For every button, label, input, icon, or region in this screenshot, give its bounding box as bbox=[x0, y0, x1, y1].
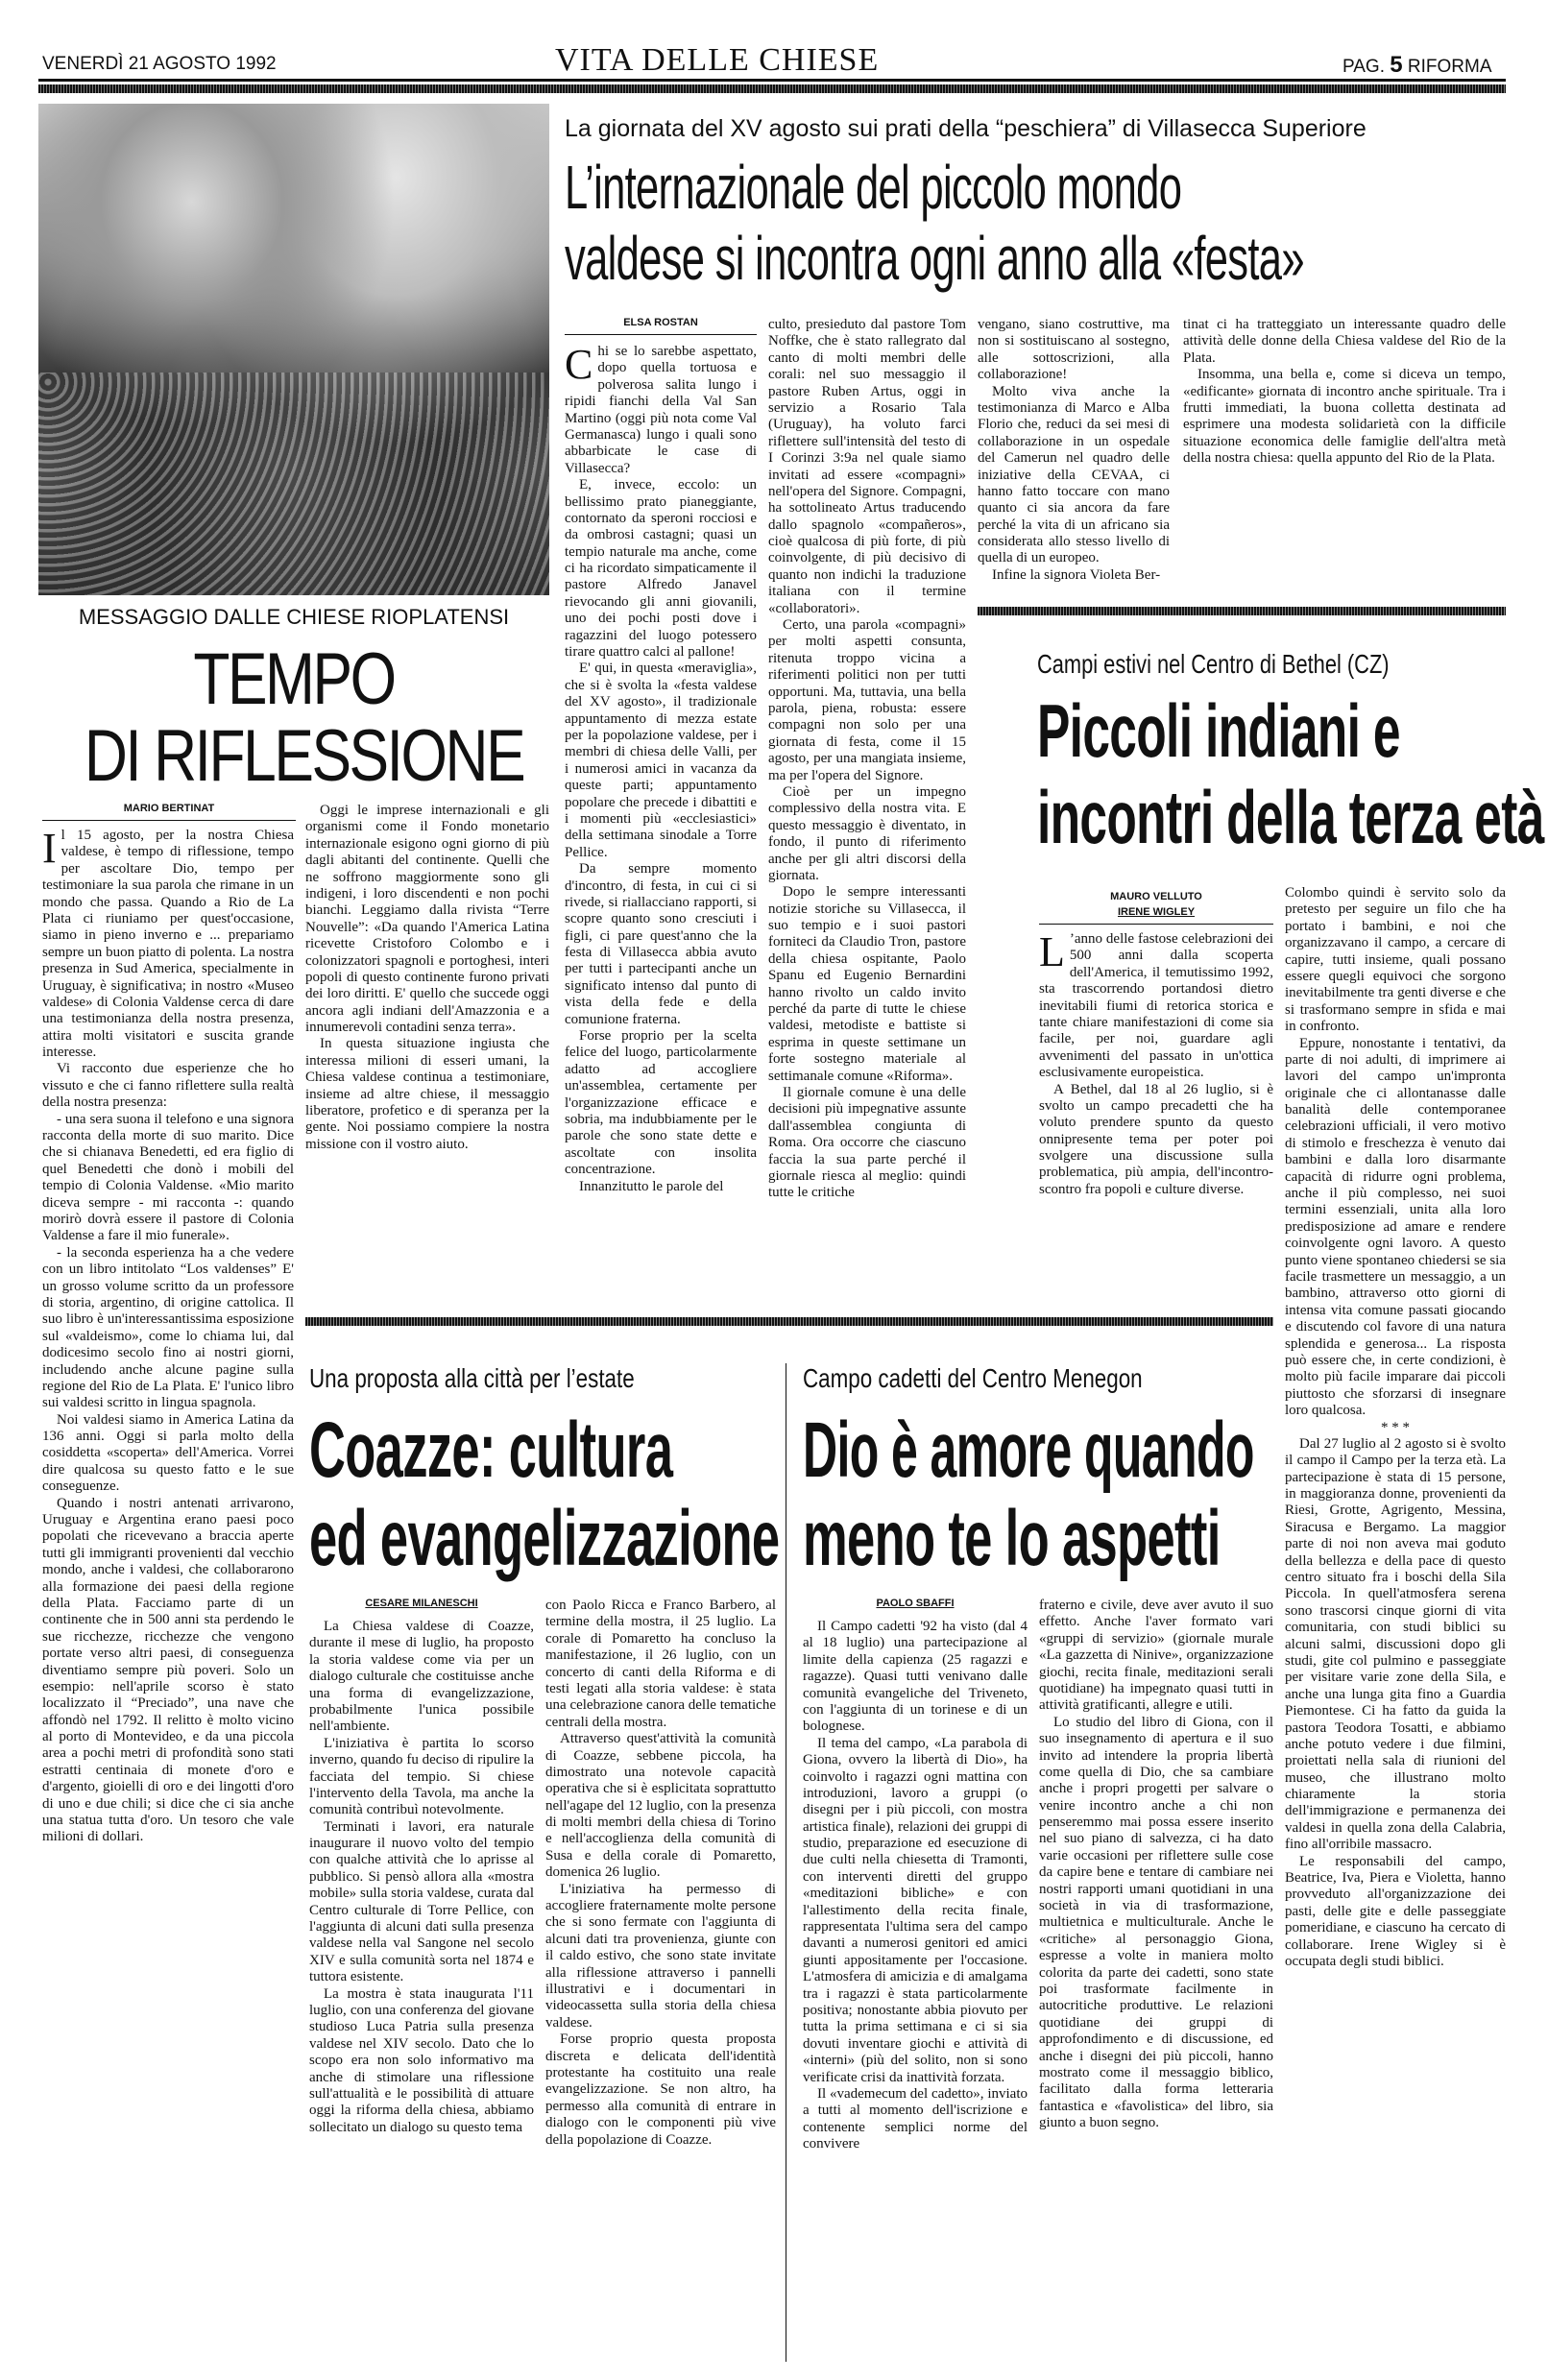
page-number: 5 bbox=[1390, 52, 1403, 78]
coazze-article-col2: con Paolo Ricca e Franco Barbero, al termine della mostra, il 25 luglio. La corale di Pomaretto ha concluso la manifestazione, il 26 luglio, con un concerto di canti della Riforma e di testi legati alla storia valdese: è stata una celebrazione canora delle tematiche centrali della mostra. Attraverso quest'attività la comunità di Coazze, sebbene piccola, ha dimostrato una notevole capacità operativa che si è esplicitata soprattutto nell'agape del 12 luglio, con la presenza di molti membri della chiesa di Torino e nell'accoglienza della comunità di Susa e della corale di Pomaretto, domenica 26 luglio. L'iniziativa ha permesso di accogliere fraternamente molte persone che si sono fermate con l'aggiunta di alcuni dati tra provenienza, giunte con il caldo estivo, che sono state invitate alla riflessione attraverso i pannelli illustrativi e i documentari in videocassetta sulla storia della chiesa valdese. Forse proprio questa proposta discreta e delicata dell'identità protestante ha costituito una reale evangelizzazione. Se non altro, ha permesso alla comunità di entrare in dialogo con le componenti più vive della popolazione di Coazze. bbox=[545, 1598, 776, 2148]
top-article-col2: culto, presieduto dal pastore Tom Noffke, che è stato rallegrato dal canto di molti membri delle corali: nel suo messaggio il pastore Ruben Artus, oggi in servizio a Rosario Tala (Uruguay), ha voluto farci riflettere sull'intensità del testo di I Corinzi 3:9a nel quale siamo invitati ad essere «compagni» nell'opera del Signore. Compagni, ha sottolineato Artus traducendo dallo spagnolo «compañeros», cioè qualcosa di più forte, di più coinvolgente, di più decisivo di quanto non indichi la traduzione italiana con il termine «collaboratori». Certo, una parola «compagni» per molti aspetti consunta, ritenuta troppo vicina a riferimenti politici non per tutti opportuni. Ma, tuttavia, una bella parola, piena, robusta: essere compagni non solo per una giornata di festa, come il 15 agosto, per una mangiata insieme, ma per l'opera del Signore. Cioè per un impegno complessivo della nostra vita. E questo messaggio è diventato, in fondo, il punto di riferimento anche per gli altri discorsi della giornata. Dopo le sempre interessanti notizie storiche su Villasecca, il suo tempio e i suoi pastori forniteci da Claudio Tron, pastore della chiesa ospitante, Paolo Spanu ed Eugenio Bernardini hanno rivolto un caldo invito perché da parte di tutte le chiese valdesi, metodiste e battiste si esprima in queste settimane un forte sostegno materiale al settimanale comune «Riforma». Il giornale comune è una delle decisioni più impegnative assunte dall'assemblea congiunta di Roma. Ora occorre che ciascuno faccia la sua parte perché il giornale riesca al meglio: quindi tutte le critiche bbox=[768, 317, 966, 1201]
paper-name: RIFORMA bbox=[1407, 57, 1492, 77]
top-article-col3: vengano, siano costruttive, ma non si sostituiscano al sostegno, alle sottoscrizioni, alla collaborazione! Molto viva anche la testimonianza di Marco e Alba Florio che, reduci da sei mesi di collaborazione in un ospedale del Camerun nel quadro delle iniziative della CEVAA, ci hanno fatto toccare con mano quanto ci sia ancora da fare perché la vita di un africano sia considerata allo stesso livello di quella di un europeo. Infine la signora Violeta Ber- bbox=[978, 317, 1170, 583]
left-article-col2: Oggi le imprese internazionali e gli organismi come il Fondo monetario internazionale esigono ogni giorno di più dagli abitanti del continente. Quelli che ne soffrono maggiormente sono gli indigeni, i loro discendenti e non pochi bianchi. Leggiamo dalla rivista “Terre Nouvelle”: «Da quando l'America Latina ricevette Cristoforo Colombo e i colonizzatori spagnoli e portoghesi, interi popoli di questo continente furono privati dei loro diritti. E' quello che succede oggi ancora agli indiani dell'Amazzonia e a innumerevoli contadini senza terra». In questa situazione ingiusta che interessa milioni di esseri umani, la Chiesa valdese continua a testimoniare, insieme ad altre chiese, il messaggio liberatore, profetico e di speranza per la gente. Noi possiamo compiere la nostra missione con il vostro aiuto. bbox=[305, 803, 549, 1152]
bethel-article-col2: Colombo quindi è servito solo da pretesto per seguire un filo che ha portato i bambini, e noi che organizzavano il campo, a cercare di capire, tutti insieme, quali possano essere quegli equivoci che sorgono inevitabilmente tra genti diverse e che si trasformano sempre in sfida e mai in confronto. Eppure, nonostante i tentativi, da parte di noi adulti, di imprimere ai lavori del campo un'impronta originale che ci allontanasse dalle banalità delle contemporanee celebrazioni ufficiali, il vero motivo di stimolo e freschezza è venuto dai bambini e dalla loro disarmante capacità di ridurre ogni problema, anche il più complesso, nei suoi termini essenziali, unita alla loro predisposizione ad amare e rendere coinvolgente ogni lavoro. A questo punto viene spontaneo chiedersi se sia facile trasmettere un messaggio, a un bambino, attraverso otto giorni di intensa vita comune passati giocando e discutendo col favore di una natura splendida e generosa... La risposta può essere che, in certe condizioni, è molto più facile imparare dai piccoli piuttosto che sforzarsi di insegnare loro qualcosa. * * * Dal 27 luglio al 2 agosto si è svolto il campo il Campo per la terza età. La partecipazione è stata di 15 persone, in maggioranza donne, provenienti da Riesi, Grotte, Agrigento, Messina, Siracusa e Bergamo. La maggior parte di noi non aveva mai goduto della bellezza e della pace di questo centro situato fra i boschi della Sila Piccola. In quell'atmosfera serena sono trascorsi cinque giorni di vita comunitaria, con studi biblici su alcuni salmi, discussioni dopo gli studi, gite col pulmino e passeggiate per visitare varie zone della Sila, e anche una lunga gita fino a Guardia Piemontese. Ci ha fatto da guida la pastora Teodora Tosatti, e abbiamo anche potuto vedere i due filmini, proiettati nella sala di riunioni del museo, che illustrano molto chiaramente la storia dell'immigrazione e permanenza dei valdesi in quella zona della Calabria, fino all'orribile massacro. Le responsabili del campo, Beatrice, Iva, Piera e Violetta, hanno provveduto all'organizzazione dei pasti, delle gite e delle passeggiate pomeridiane, e ciascuno ha cercato di collaborare. Irene Wigley si è occupata degli studi biblici. bbox=[1285, 885, 1506, 1969]
menegon-article-title-2: meno te lo aspetti bbox=[803, 1495, 1221, 1582]
left-article-kicker: MESSAGGIO DALLE CHIESE RIOPLATENSI bbox=[78, 605, 510, 629]
section-separator: * * * bbox=[1381, 1419, 1410, 1435]
section-title: VITA DELLE CHIESE bbox=[549, 42, 884, 79]
header-rule bbox=[38, 79, 1506, 82]
bethel-article-col1: L ’anno delle fastose celebrazioni dei 500 anni dalla scoperta dell'America, il temutissimo 1992, sta trascorrendo portandosi dietro inevitabili fiumi di retorica storica e tante chiare manifestazioni di come sia facile, per noi, guardare agli avvenimenti del passato in un'ottica esclusivamente europeistica. A Bethel, dal 18 al 26 luglio, si è svolto un campo precadetti che ha voluto prendere spunto da questo onnipresente tema per poter poi svolgere una discussione sulla problematica, più ampia, dell'incontro-scontro fra popoli e culture diverse. bbox=[1039, 931, 1273, 1197]
menegon-article-col1: Il Campo cadetti '92 ha visto (dal 4 al 18 luglio) una partecipazione al limite della capienza (25 ragazzi e ragazze). Quasi tutti venivano dalle comunità evangeliche del Triveneto, con l'aggiunta di un torinese e di un bolognese. Il tema del campo, «La parabola di Giona, ovvero la libertà di Dio», ha coinvolto i ragazzi ogni mattina con introduzioni, lavoro a gruppi (o disegni per i più piccoli, con mostra artistica finale), relazioni dei gruppi di studio, preparazione ed esecuzione di due culti nella chiesetta di Tramonti, con interventi diretti del gruppo «meditazioni bibliche» e con l'allestimento della recita finale, rappresentata l'ultima sera del campo davanti a numerosi genitori ed amici giunti appositamente per l'occasione. L'atmosfera di amicizia e di amalgama tra i ragazzi è stata particolarmente positiva; nonostante abbia piovuto per tutta la prima settimana e ci si sia dovuti inventare giochi e attività di «interni» (più del solito, non si sono verificate crisi da inattività forzata. Il «vademecum del cadetto», inviato a tutti al momento dell'iscrizione e contenente semplici norme del convivere bbox=[803, 1619, 1028, 2152]
bethel-article-byline-2: IRENE WIGLEY bbox=[1117, 906, 1196, 918]
bethel-article-kicker: Campi estivi nel Centro di Bethel (CZ) bbox=[1037, 649, 1390, 679]
menegon-article-byline: PAOLO SBAFFI bbox=[876, 1598, 955, 1609]
festa-crowd-photo bbox=[38, 104, 549, 595]
page-label: PAG. bbox=[1342, 57, 1385, 77]
bethel-article-title-1: Piccoli indiani e bbox=[1037, 688, 1400, 773]
header-rule-thick bbox=[38, 84, 1506, 93]
drop-cap: C bbox=[565, 344, 593, 388]
top-article-col1: Chi se lo sarebbe aspettato, dopo quella tortuosa e polverosa salita lungo i ripidi fianchi della Val San Martino (oggi più nota come Val Germanasca) lungo i quali sono abbarbicate le case di Villasecca? E, invece, eccolo: un bellissimo prato pianeggiante, contornato da speroni rocciosi e da ombrosi castagni; quasi un tempio naturale ma anche, come ci ha ricordato simpaticamente il pastore Alfredo Janavel rievocando gli anni giovanili, uno dei pochi posti dove i ragazzini del luogo potessero tirare quattro calci al pallone! E' qui, in questa «meraviglia», che si è svolta la «festa valdese del XV agosto», il tradizionale appuntamento di mezza estate per la popolazione valdese, per i membri di chiesa delle Valli, per i numerosi amici in vacanza da queste parti; appuntamento popolare che precede i dibattiti e i momenti più «ecclesiastici» della settimana sinodale a Torre Pellice. Da sempre momento d'incontro, di festa, in cui ci si rivede, si riallacciano rapporti, si scopre quanto sono cresciuti i figli, ci pare quest'anno che la festa di Villasecca abbia avuto per tutti i partecipanti anche un significato intenso dal punto di vista della fede e della comunione fraterna. Forse proprio per la scelta felice del luogo, particolarmente adatto ad accogliere un'assemblea, certamente per l'organizzazione efficace e sobria, ma indubbiamente per le parole che sono state dette e ascoltate con insolita concentrazione. Innanzitutto le parole del bbox=[565, 344, 757, 1194]
header-date: VENERDÌ 21 AGOSTO 1992 bbox=[42, 54, 277, 74]
menegon-article-title-1: Dio è amore quando bbox=[803, 1406, 1254, 1494]
top-article-title-1: L’internazionale del piccolo mondo bbox=[565, 153, 1182, 222]
byline-rule bbox=[42, 820, 296, 821]
top-article-col4: tinat ci ha tratteggiato un interessante quadro delle attività delle donne della Chiesa valdese del Rio de la Plata. Insomma, una bella e, come si diceva un tempo, «edificante» giornata di incontro anche spirituale. Tra i frutti immediati, la buona colletta destinata ad esprimere una modesta solidarietà con la difficile situazione economica delle famiglie dell'altra metà della nostra chiesa: quella appunto del Rio de la Plata. bbox=[1183, 317, 1506, 467]
page-number-label bbox=[1342, 52, 1492, 79]
coazze-article-col1: La Chiesa valdese di Coazze, durante il mese di luglio, ha proposto la storia valdese come via per un dialogo culturale che costituisse anche una forma di evangelizzazione, probabilmente l'unica possibile nell'ambiente. L'iniziativa è partita lo scorso inverno, quando fu deciso di ripulire la facciata del tempio. Si chiese l'intervento della Tavola, ma anche la comunità contribuì notevolmente. Terminati i lavori, era naturale inaugurare il nuovo volto del tempio con qualche attività che lo aprisse al pubblico. Si pensò allora alla «mostra mobile» sulla storia valdese, curata dal Centro culturale di Torre Pellice, con l'aggiunta di alcuni dati sulla presenza valdese nella val Sangone nel secolo XIV e sulla comunità sorta nel 1874 e tuttora esistente. La mostra è stata inaugurata l'11 luglio, con una conferenza del giovane studioso Luca Patria sulla presenza valdese nel XIV secolo. Dato che lo scopo era non solo informativo ma anche di stimolare una riflessione sull'attualità e le possibilità di attuare oggi la riforma della chiesa, abbiamo sollecitato un dialogo su questo tema bbox=[309, 1619, 534, 2135]
byline-rule bbox=[565, 334, 757, 335]
drop-cap: L bbox=[1039, 931, 1065, 975]
menegon-article-col2: fraterno e civile, deve aver avuto il suo effetto. Anche l'aver formato vari «gruppi di servizio» (giornale murale «La gazzetta di Ninive», organizzazione giochi, recita finale, meditazioni serali quotidiane) ha impegnato quasi tutti in attività gratificanti, allegre e utili. Lo studio del libro di Giona, con il suo insegnamento di apertura e il suo invito ad intendere la propria libertà come quella di Dio, che sa cambiare anche i propri progetti per salvare o venire incontro anche a chi non penseremmo mai possa essere inserito nel suo piano di salvezza, ci ha dato varie occasioni per riflettere sulle cose da capire bene e tentare di cambiare nei nostri rapporti umani quotidiani in una società in via di trasformazione, multietnica e multiculturale. Anche le «critiche» al personaggio Giona, espresse a volte in maniera molto colorita da parte dei cadetti, sono state poi trasformate facilmente in autocritiche produttive. Le relazioni quotidiane dei gruppi di approfondimento e di discussione, ed anche i disegni dei più piccoli, hanno mostrato come il messaggio biblico, facilitato dalla forma letteraria fantastica e «favolistica» del libro, sia giunto a buon segno. bbox=[1039, 1598, 1273, 2131]
left-article-title-1: TEMPO bbox=[193, 638, 395, 720]
menegon-article-kicker: Campo cadetti del Centro Menegon bbox=[803, 1363, 1143, 1393]
top-article-title-2: valdese si incontra ogni anno alla «festa» bbox=[565, 224, 1304, 293]
crowd-texture bbox=[38, 373, 549, 595]
drop-cap: I bbox=[42, 828, 57, 872]
bethel-article-byline-1: MAURO VELLUTO bbox=[1110, 891, 1202, 902]
bottom-section-rule bbox=[305, 1317, 1273, 1326]
bethel-top-rule bbox=[978, 607, 1506, 615]
byline-rule bbox=[1039, 924, 1273, 925]
coazze-article-byline: CESARE MILANESCHI bbox=[365, 1598, 478, 1609]
left-article-byline: MARIO BERTINAT bbox=[123, 803, 215, 814]
top-article-byline: ELSA ROSTAN bbox=[623, 317, 698, 328]
bethel-article-title-2: incontri della terza età bbox=[1037, 775, 1544, 859]
top-article-kicker: La giornata del XV agosto sui prati della “peschiera” di Villasecca Superiore bbox=[565, 115, 1367, 142]
coazze-article-title-1: Coazze: cultura bbox=[309, 1406, 673, 1494]
coazze-article-kicker: Una proposta alla città per l’estate bbox=[309, 1363, 635, 1393]
left-article-col1: Il 15 agosto, per la nostra Chiesa valdese, è tempo di riflessione, tempo per ascoltare Dio, tempo per testimoniare la sua parola che rimane in un mondo che passa. Quando a Rio de La Plata ci riuniamo per quest'occasione, siamo in pieno inverno e ... prepariamo sempre un buon piatto di polenta. La nostra presenza in Sud America, specialmente in Uruguay, è significativa; in nostro «Museo valdese» di Colonia Valdense cerca di dare una testimonianza della nostra presenza, attira molti visitatori e suscita grande interesse. Vi racconto due esperienze che ho vissuto e che ci fanno riflettere sulla realtà della nostra presenza: - una sera suona il telefono e una signora racconta della morte di suo marito. Dice che si chianava Benedetti, ed era figlio di quel Benedetti che donò i mobili del tempio di Colonia Valdense. «Mio marito diceva sempre - mi racconta -: quando morirò dovrà essere il pastore di Colonia Valdense a fare il mio funerale». - la seconda esperienza ha a che vedere con un libro intitolato “Los valdenses” E' un grosso volume scritto da un professore di storia, argentino, di origine cattolica. Il suo libro è un'interessantissima esposizione sul «valdeismo», come lo chiama lui, dal dodicesimo secolo fino ai nostri giorni, includendo anche alcune pagine sulla regione del Rio de La Plata. E' l'unico libro sui valdesi scritto in lingua spagnola. Noi valdesi siamo in America Latina da 136 anni. Oggi si parla molto della cosiddetta «scoperta» dell'America. Vorrei dire qualcosa su questo fatto e le sue conseguenze. Quando i nostri antenati arrivarono, Uruguay e Argentina erano paesi poco popolati che ricevevano a braccia aperte tutti gli immigranti provenienti dal vecchio mondo, anche i valdesi, che collaborarono alla formazione dei paesi della regione della Plata. Facciamo parte di un continente che in 500 anni sta perdendo le sue ricchezze, ricchezze che vengono portate verso altri paesi, di conseguenza diventiamo sempre più poveri. Solo un esempio: nell'aprile scorso è stato localizzato il “Preciado”, una nave che affondò nel 1792. Il relitto è molto vicino al porto di Montevideo, e da una piccola area a pochi metri di profondità sono stati estratti centinaia di monete d'oro e d'argento, gioielli di oro e dei lingotti d'oro di uno e due chili; si dice che ci sia anche una statua tutta d'oro. Un tesoro che vale milioni di dollari. bbox=[42, 828, 294, 1845]
left-article-title-2: DI RIFLESSIONE bbox=[84, 715, 524, 797]
coazze-article-title-2: ed evangelizzazione bbox=[309, 1495, 780, 1582]
